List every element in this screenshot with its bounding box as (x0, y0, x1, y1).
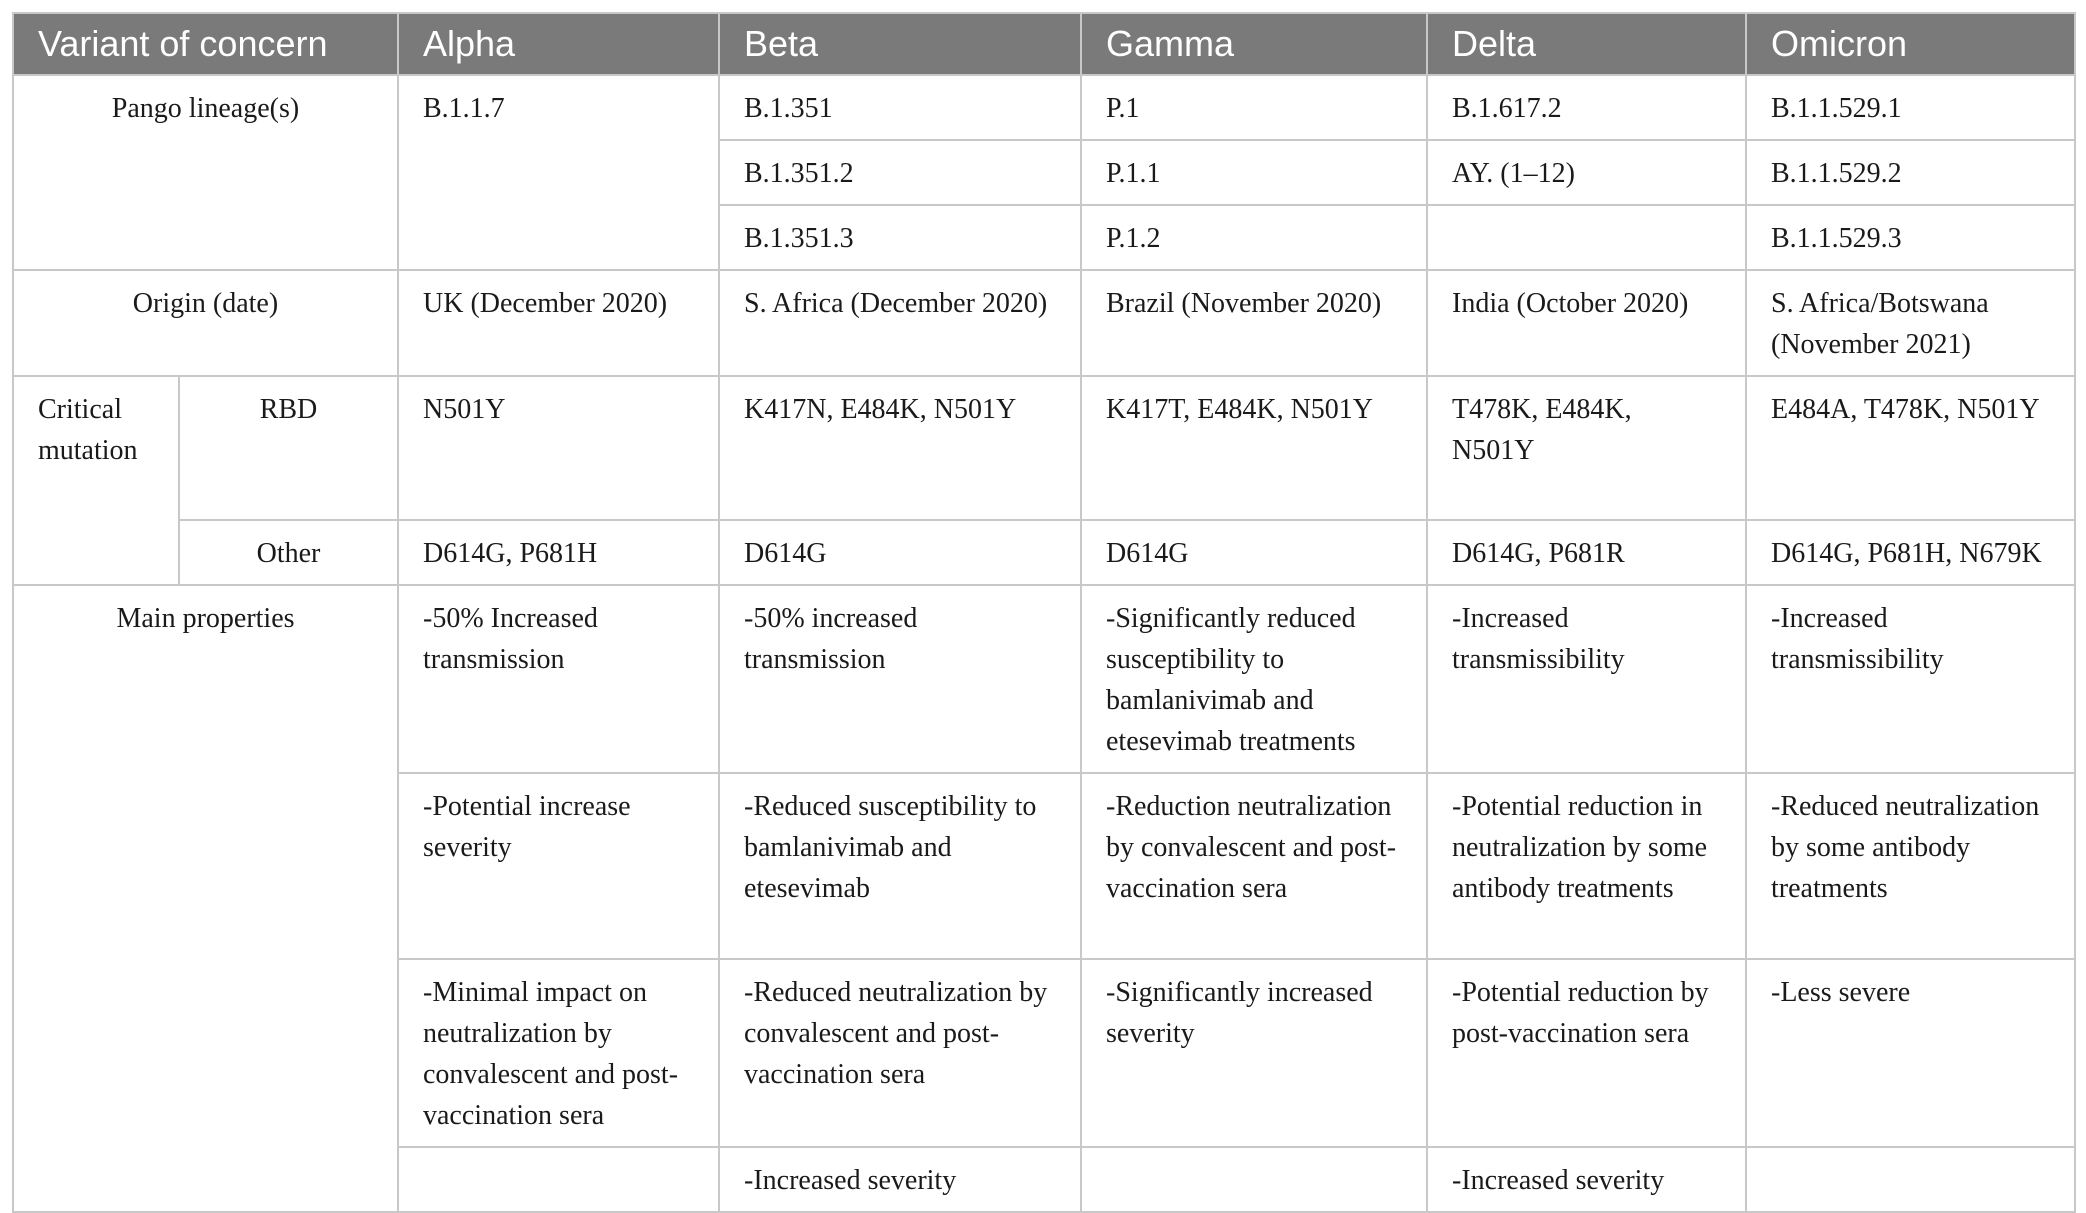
cell-delta-lineage: AY. (1–12) (1427, 140, 1746, 205)
cell-gamma-lineage: P.1.1 (1081, 140, 1427, 205)
cell-alpha-property: -50% Increased transmission (398, 585, 719, 773)
table-row (13, 585, 2075, 773)
cell-delta-property: -Potential reduction in neutralization by some antibody treatments (1427, 773, 1746, 959)
cell-beta-lineage: B.1.351.2 (719, 140, 1081, 205)
table-row (13, 376, 2075, 520)
cell-gamma-rbd: K417T, E484K, N501Y (1081, 376, 1427, 520)
cell-alpha-property (398, 1147, 719, 1212)
cell-beta-rbd: K417N, E484K, N501Y (719, 376, 1081, 520)
cell-delta-property: -Increased severity (1427, 1147, 1746, 1212)
cell-beta-origin: S. Africa (December 2020) (719, 270, 1081, 376)
row-label-pango-lineage: Pango lineage(s) (13, 75, 398, 270)
cell-gamma-property: -Significantly increased severity (1081, 959, 1427, 1147)
row-label-main-properties: Main properties (13, 585, 398, 1212)
cell-delta-property: -Potential reduction by post-vaccination sera (1427, 959, 1746, 1147)
cell-beta-property: -Reduced neutralization by convalescent and post-vaccination sera (719, 959, 1081, 1147)
cell-beta-property: -Reduced susceptibility to bamlanivimab and etesevimab (719, 773, 1081, 959)
cell-omicron-property: -Less severe (1746, 959, 2075, 1147)
variants-table-container (12, 12, 2074, 1196)
header-beta: Beta (719, 13, 1081, 75)
cell-omicron-lineage: B.1.1.529.1 (1746, 75, 2075, 140)
cell-beta-other: D614G (719, 520, 1081, 585)
cell-alpha-origin: UK (December 2020) (398, 270, 719, 376)
cell-beta-property: -Increased severity (719, 1147, 1081, 1212)
header-omicron: Omicron (1746, 13, 2075, 75)
cell-delta-rbd: T478K, E484K, N501Y (1427, 376, 1746, 520)
cell-omicron-lineage: B.1.1.529.3 (1746, 205, 2075, 270)
cell-beta-property: -50% increased transmission (719, 585, 1081, 773)
cell-gamma-property (1081, 1147, 1427, 1212)
variants-of-concern-table (12, 12, 2076, 1213)
cell-gamma-property: -Significantly reduced susceptibility to bamlanivimab and etesevimab treatments (1081, 585, 1427, 773)
cell-beta-lineage: B.1.351 (719, 75, 1081, 140)
row-sublabel-other: Other (179, 520, 398, 585)
cell-gamma-origin: Brazil (November 2020) (1081, 270, 1427, 376)
row-sublabel-rbd: RBD (179, 376, 398, 520)
cell-omicron-rbd: E484A, T478K, N501Y (1746, 376, 2075, 520)
header-alpha: Alpha (398, 13, 719, 75)
cell-delta-lineage (1427, 205, 1746, 270)
cell-alpha-property: -Potential increase severity (398, 773, 719, 959)
table-row (13, 270, 2075, 376)
cell-omicron-origin: S. Africa/Botswana (November 2021) (1746, 270, 2075, 376)
table-row (13, 520, 2075, 585)
cell-beta-lineage: B.1.351.3 (719, 205, 1081, 270)
cell-gamma-property: -Reduction neutralization by convalescent and post-vaccination sera (1081, 773, 1427, 959)
cell-alpha-property: -Minimal impact on neutralization by convalescent and post-vaccination sera (398, 959, 719, 1147)
cell-gamma-lineage: P.1.2 (1081, 205, 1427, 270)
table-row (13, 75, 2075, 140)
cell-omicron-other: D614G, P681H, N679K (1746, 520, 2075, 585)
header-row (13, 13, 2075, 75)
cell-alpha-other: D614G, P681H (398, 520, 719, 585)
cell-delta-other: D614G, P681R (1427, 520, 1746, 585)
cell-gamma-other: D614G (1081, 520, 1427, 585)
header-delta: Delta (1427, 13, 1746, 75)
row-label-critical-mutation: Critical mutation (13, 376, 179, 585)
cell-omicron-property: -Reduced neutralization by some antibody treatments (1746, 773, 2075, 959)
cell-delta-property: -Increased transmissibility (1427, 585, 1746, 773)
cell-delta-lineage: B.1.617.2 (1427, 75, 1746, 140)
cell-gamma-lineage: P.1 (1081, 75, 1427, 140)
cell-omicron-lineage: B.1.1.529.2 (1746, 140, 2075, 205)
header-gamma: Gamma (1081, 13, 1427, 75)
cell-omicron-property (1746, 1147, 2075, 1212)
header-variant-of-concern: Variant of concern (13, 13, 398, 75)
cell-alpha-lineage: B.1.1.7 (398, 75, 719, 270)
cell-omicron-property: -Increased transmissibility (1746, 585, 2075, 773)
cell-alpha-rbd: N501Y (398, 376, 719, 520)
row-label-origin: Origin (date) (13, 270, 398, 376)
cell-delta-origin: India (October 2020) (1427, 270, 1746, 376)
